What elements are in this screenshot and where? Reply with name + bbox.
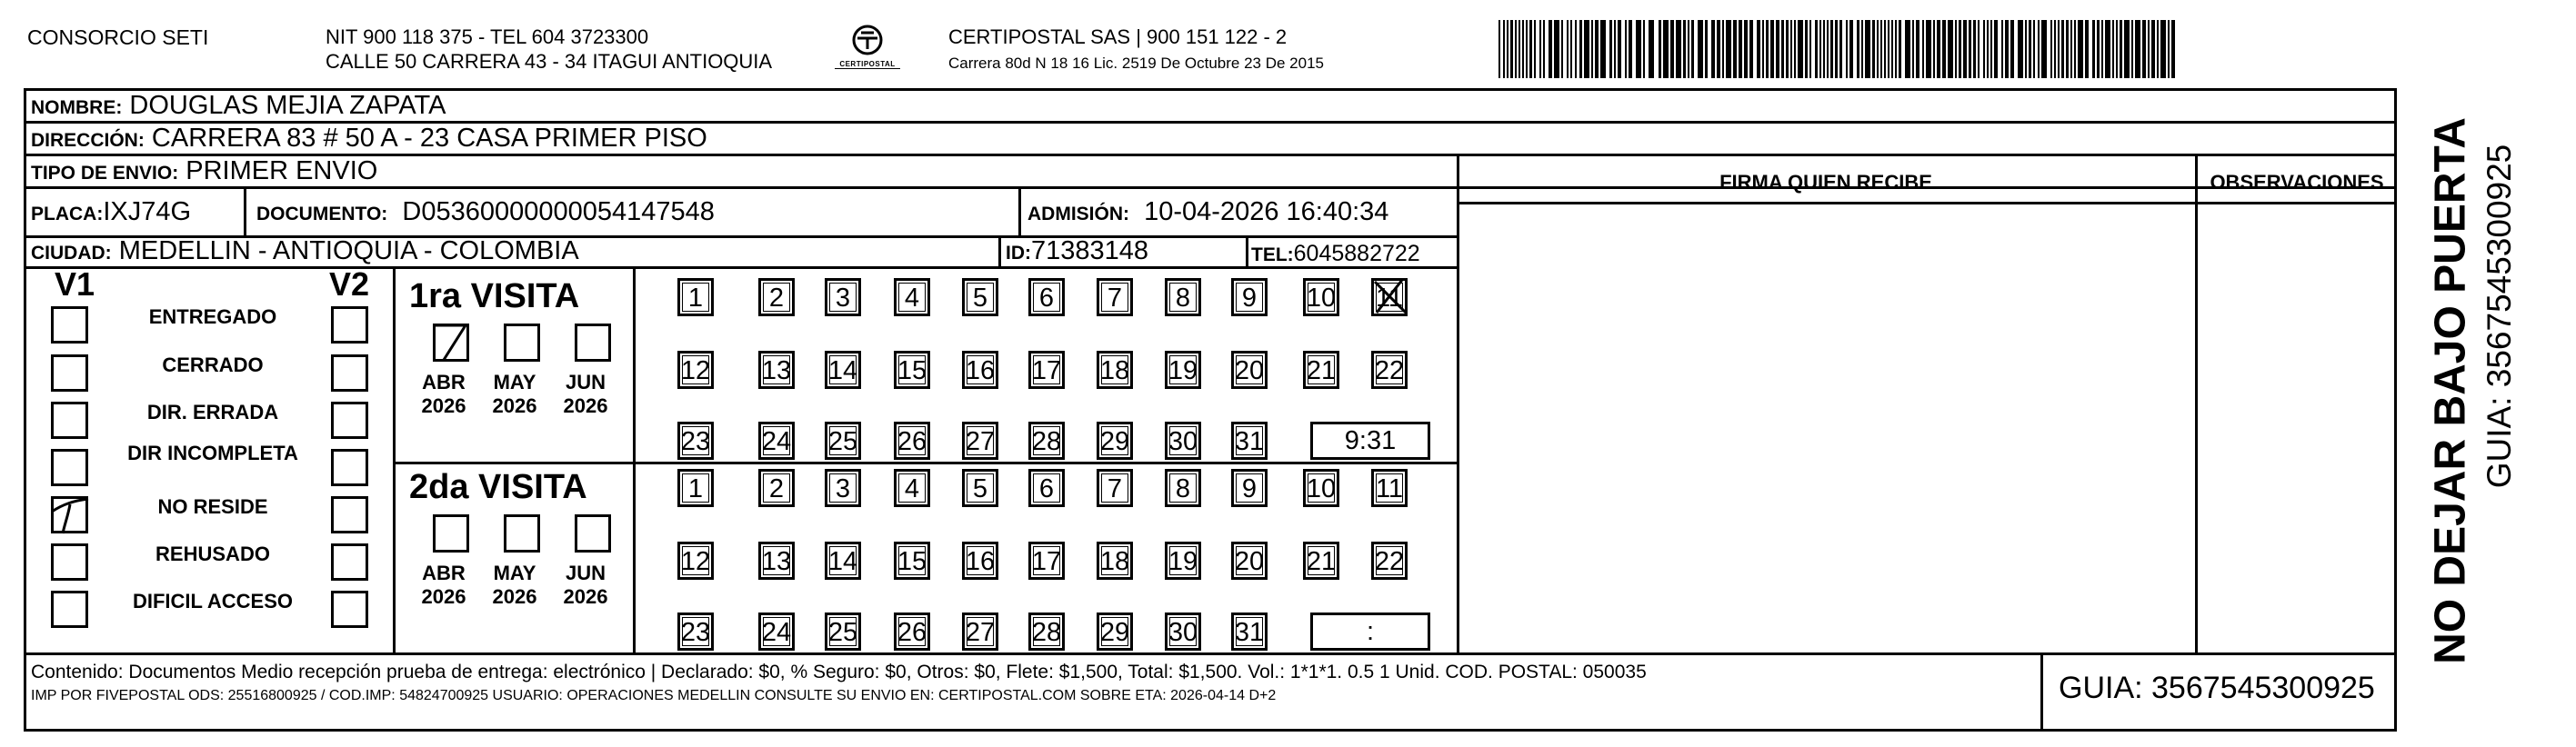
tel-field xyxy=(1251,238,1420,271)
status-item-label: DIFICIL ACCESO xyxy=(132,590,293,613)
visit2-month-label: ABR 2026 xyxy=(421,562,466,608)
v1-checkbox[interactable] xyxy=(51,496,88,533)
visit2-day-28[interactable]: 28 xyxy=(1028,613,1065,651)
v1-checkbox[interactable] xyxy=(51,543,88,581)
license-line: Carrera 80d N 18 16 Lic. 2519 De Octubre 23 De 2015 xyxy=(948,55,1324,72)
visit2-month-label: JUN 2026 xyxy=(563,562,608,608)
visit1-day-24[interactable]: 24 xyxy=(758,422,795,460)
visit2-day-19[interactable]: 19 xyxy=(1165,542,1201,580)
id-field xyxy=(1006,235,1148,269)
barcode xyxy=(1498,20,2180,78)
courier-line: CERTIPOSTAL SAS | 900 151 122 - 2 xyxy=(948,25,1288,48)
visit1-day-19[interactable]: 19 xyxy=(1165,351,1201,389)
plate-field xyxy=(31,196,191,230)
rule xyxy=(393,462,1459,464)
certipostal-logo xyxy=(835,24,900,76)
visit2-day-13[interactable]: 13 xyxy=(758,542,795,580)
signature-label: FIRMA QUIEN RECIBE xyxy=(1719,171,1932,194)
visit1-day-9[interactable]: 9 xyxy=(1231,278,1268,316)
visit2-day-11[interactable]: 11 xyxy=(1371,469,1408,507)
visit1-day-20[interactable]: 20 xyxy=(1231,351,1268,389)
v1-checkbox[interactable] xyxy=(51,354,88,392)
visit2-day-9[interactable]: 9 xyxy=(1231,469,1268,507)
visit2-day-30[interactable]: 30 xyxy=(1165,613,1201,651)
rule xyxy=(1457,202,2397,204)
v1-checkbox[interactable] xyxy=(51,306,88,344)
visit2-day-18[interactable]: 18 xyxy=(1097,542,1133,580)
visit2-day-15[interactable]: 15 xyxy=(894,542,930,580)
nit-line: NIT 900 118 375 - TEL 604 3723300 xyxy=(326,25,649,48)
visit1-month-box[interactable] xyxy=(504,324,540,362)
visit2-day-22[interactable]: 22 xyxy=(1371,542,1408,580)
visit1-day-28[interactable]: 28 xyxy=(1028,422,1065,460)
content-line: Contenido: Documentos Medio recepción prueba de entrega: electrónico | Declarado: $0, % Seguro: $0, Otros: $0, Flete: $1,500, Total: $1,500. Vol.: 1*1*1. 0.5 1 Unid. COD. POSTAL: 050035 xyxy=(31,662,1647,682)
visit1-day-6[interactable]: 6 xyxy=(1028,278,1065,316)
rule xyxy=(633,266,636,654)
visit2-day-23[interactable]: 23 xyxy=(677,613,714,651)
visit2-day-7[interactable]: 7 xyxy=(1097,469,1133,507)
v2-checkbox[interactable] xyxy=(331,496,368,533)
document-label: DOCUMENTO: xyxy=(256,204,388,224)
visit1-day-4[interactable]: 4 xyxy=(894,278,930,316)
side-warning: NO DEJAR BAJO PUERTA xyxy=(2426,117,2475,664)
v2-checkbox[interactable] xyxy=(331,591,368,628)
visit2-day-6[interactable]: 6 xyxy=(1028,469,1065,507)
visit1-day-1[interactable]: 1 xyxy=(677,278,714,316)
visit2-day-24[interactable]: 24 xyxy=(758,613,795,651)
address-line: CALLE 50 CARRERA 43 - 34 ITAGUI ANTIOQUIA xyxy=(326,50,773,73)
v2-checkbox[interactable] xyxy=(331,354,368,392)
visit1-day-10[interactable]: 10 xyxy=(1303,278,1339,316)
visit1-day-7[interactable]: 7 xyxy=(1097,278,1133,316)
visit1-month-label: MAY 2026 xyxy=(492,371,537,417)
visit1-day-3[interactable]: 3 xyxy=(825,278,861,316)
visit1-month-box[interactable] xyxy=(433,324,469,362)
visit1-time-box[interactable]: 9:31 xyxy=(1310,422,1430,460)
visit2-day-21[interactable]: 21 xyxy=(1303,542,1339,580)
plate-value: IXJ74G xyxy=(103,197,192,226)
visit2-time-box[interactable]: : xyxy=(1310,613,1430,651)
document-field xyxy=(256,196,715,230)
logo-text: CERTIPOSTAL xyxy=(835,60,900,69)
v2-checkbox[interactable] xyxy=(331,449,368,486)
side-guia: GUIA: 3567545300925 xyxy=(2481,144,2518,489)
document-value: D05360000000054147548 xyxy=(402,197,715,226)
visit2-day-3[interactable]: 3 xyxy=(825,469,861,507)
signature-area[interactable] xyxy=(1462,207,2190,651)
rule xyxy=(1018,186,1021,237)
visit1-month-box[interactable] xyxy=(575,324,611,362)
visit2-day-25[interactable]: 25 xyxy=(825,613,861,651)
v2-checkbox[interactable] xyxy=(331,306,368,344)
visit1-day-5[interactable]: 5 xyxy=(962,278,998,316)
status-item-label: DIR. ERRADA xyxy=(146,401,279,423)
visit2-day-26[interactable]: 26 xyxy=(894,613,930,651)
visit1-day-14[interactable]: 14 xyxy=(825,351,861,389)
visit2-title: 2da VISITA xyxy=(409,468,587,506)
admission-label: ADMISIÓN: xyxy=(1027,204,1129,224)
visit2-day-17[interactable]: 17 xyxy=(1028,542,1065,580)
send-type-label: TIPO DE ENVIO: xyxy=(31,163,179,184)
admission-field xyxy=(1027,196,1388,230)
address-value: CARRERA 83 # 50 A - 23 CASA PRIMER PISO xyxy=(151,124,707,153)
send-type-field xyxy=(31,155,377,189)
visit2-day-29[interactable]: 29 xyxy=(1097,613,1133,651)
city-label: CIUDAD: xyxy=(31,243,112,264)
visit2-day-16[interactable]: 16 xyxy=(962,542,998,580)
visit1-day-29[interactable]: 29 xyxy=(1097,422,1133,460)
visit1-day-31[interactable]: 31 xyxy=(1231,422,1268,460)
name-field xyxy=(31,90,446,124)
visit1-day-8[interactable]: 8 xyxy=(1165,278,1201,316)
observations-label: OBSERVACIONES xyxy=(2210,171,2384,194)
v2-checkbox[interactable] xyxy=(331,402,368,439)
status-item-label: REHUSADO xyxy=(155,543,270,565)
v2-checkbox[interactable] xyxy=(331,543,368,581)
visit1-day-17[interactable]: 17 xyxy=(1028,351,1065,389)
tel-value: 6045882722 xyxy=(1293,241,1420,266)
visit1-day-15[interactable]: 15 xyxy=(894,351,930,389)
visit2-day-31[interactable]: 31 xyxy=(1231,613,1268,651)
v2-label: V2 xyxy=(329,265,370,303)
visit1-day-2[interactable]: 2 xyxy=(758,278,795,316)
rule xyxy=(2040,652,2043,732)
imp-line: IMP POR FIVEPOSTAL ODS: 25516800925 / COD.IMP: 54824700925 USUARIO: OPERACIONES MEDELLIN CONSULTE SU ENVIO EN: CERTIPOSTAL.COM SOBRE ETA: 2026-04-14 D+2 xyxy=(31,688,1277,703)
rule xyxy=(1457,154,1459,654)
visit1-day-27[interactable]: 27 xyxy=(962,422,998,460)
observations-area[interactable] xyxy=(2200,207,2391,651)
status-item-label: NO RESIDE xyxy=(157,495,268,518)
visit1-day-30[interactable]: 30 xyxy=(1165,422,1201,460)
status-item-label: DIR INCOMPLETA xyxy=(127,442,298,464)
address-field xyxy=(31,123,707,156)
visit1-day-26[interactable]: 26 xyxy=(894,422,930,460)
visit1-month-label: ABR 2026 xyxy=(421,371,466,417)
visit1-day-21[interactable]: 21 xyxy=(1303,351,1339,389)
v1-checkbox[interactable] xyxy=(51,591,88,628)
visit2-day-14[interactable]: 14 xyxy=(825,542,861,580)
rule xyxy=(998,235,1001,268)
visit2-day-10[interactable]: 10 xyxy=(1303,469,1339,507)
footer-guia: GUIA: 3567545300925 xyxy=(2059,671,2375,705)
visit1-day-25[interactable]: 25 xyxy=(825,422,861,460)
visit1-day-11[interactable]: 11 xyxy=(1371,278,1408,316)
visit1-day-13[interactable]: 13 xyxy=(758,351,795,389)
rule xyxy=(2195,154,2198,654)
visit1-day-18[interactable]: 18 xyxy=(1097,351,1133,389)
visit2-month-label: MAY 2026 xyxy=(492,562,537,608)
visit1-day-16[interactable]: 16 xyxy=(962,351,998,389)
visit1-day-23[interactable]: 23 xyxy=(677,422,714,460)
city-field xyxy=(31,235,579,269)
admission-value: 10-04-2026 16:40:34 xyxy=(1144,197,1389,226)
city-value: MEDELLIN - ANTIOQUIA - COLOMBIA xyxy=(118,236,579,265)
visit2-month-box[interactable] xyxy=(433,514,469,553)
visit2-day-2[interactable]: 2 xyxy=(758,469,795,507)
visit1-title: 1ra VISITA xyxy=(409,277,580,315)
visit2-day-8[interactable]: 8 xyxy=(1165,469,1201,507)
rule xyxy=(1246,235,1248,268)
v1-label: V1 xyxy=(55,265,95,303)
visit1-month-label: JUN 2026 xyxy=(563,371,608,417)
v1-checkbox[interactable] xyxy=(51,449,88,486)
name-label: NOMBRE: xyxy=(31,97,123,118)
visit2-day-12[interactable]: 12 xyxy=(677,542,714,580)
status-item-label: CERRADO xyxy=(162,354,264,376)
id-label: ID: xyxy=(1006,243,1031,264)
visit2-day-1[interactable]: 1 xyxy=(677,469,714,507)
v1-checkbox[interactable] xyxy=(51,402,88,439)
visit2-month-box[interactable] xyxy=(504,514,540,553)
visit2-day-27[interactable]: 27 xyxy=(962,613,998,651)
visit2-day-5[interactable]: 5 xyxy=(962,469,998,507)
plate-label: PLACA: xyxy=(31,204,104,224)
send-type-value: PRIMER ENVIO xyxy=(185,156,378,185)
visit1-day-22[interactable]: 22 xyxy=(1371,351,1408,389)
id-value: 71383148 xyxy=(1031,236,1149,265)
status-item-label: ENTREGADO xyxy=(148,305,277,328)
visit2-day-4[interactable]: 4 xyxy=(894,469,930,507)
address-label: DIRECCIÓN: xyxy=(31,130,145,151)
visit2-month-box[interactable] xyxy=(575,514,611,553)
visit1-day-12[interactable]: 12 xyxy=(677,351,714,389)
rule xyxy=(393,266,396,654)
company-name: CONSORCIO SETI xyxy=(27,25,209,49)
visit2-day-20[interactable]: 20 xyxy=(1231,542,1268,580)
tel-label: TEL: xyxy=(1251,244,1294,265)
name-value: DOUGLAS MEJIA ZAPATA xyxy=(129,91,446,120)
rule xyxy=(244,186,246,237)
